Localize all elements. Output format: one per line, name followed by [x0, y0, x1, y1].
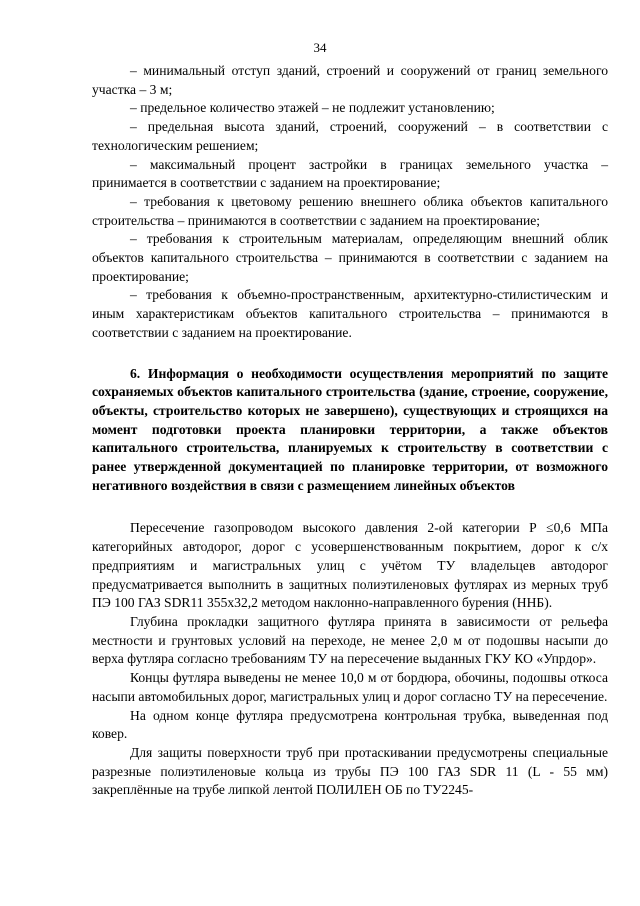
- list-item: – предельное количество этажей – не подлежит установлению;: [130, 100, 495, 116]
- body-paragraph: Для защиты поверхности труб при протаскивании предусмотрены специальные разрезные полиэтиленовые кольца из трубы ПЭ 100 ГАЗ SDR 11 (L - 55 мм) закреплённые на трубе липкой лентой ПОЛИЛЕН ОБ по ТУ2245-: [92, 744, 608, 798]
- section-heading: 6. Информация о необходимости осуществления мероприятий по защите сохраняемых объектов капитального строительства (здание, строение, сооружение, объекты, строительство которых не завершено), существующих и строящихся на момент подготовки проекта планировки территории, а также объектов капитального строительства, планируемых к строительству в соответствии с ранее утвержденной документацией по планировке территории, от возможного негативного воздействия в связи с размещением линейных объектов: [92, 365, 608, 493]
- list-item: – требования к строительным материалам, определяющим внешний облик объектов капитального строительства – принимаются в соответствии с заданием на проектирование;: [92, 231, 608, 284]
- list-item: – требования к объемно-пространственным, архитектурно-стилистическим и иным характеристикам объектов капитального строительства – принимаются в соответствии с заданием на проектирование.: [92, 287, 608, 340]
- list-item: – предельная высота зданий, строений, сооружений – в соответствии с технологическим решением;: [92, 119, 608, 153]
- document-body: [92, 62, 608, 800]
- page-number: 34: [313, 40, 327, 55]
- body-paragraph: Пересечение газопроводом высокого давления 2-ой категории Р ≤0,6 МПа категорийных автодорог, дорог с усовершенствованным покрытием, дорог к с/х предприятиям и магистральных улиц с учётом ТУ владельцев автодорог предусматривается выполнить в защитных полиэтиленовых футлярах из мерных труб ПЭ 100 ГАЗ SDR11 355х32,2 методом наклонно-направленного бурения (ННБ).: [92, 520, 608, 611]
- spacer: [92, 495, 608, 519]
- list-item: – минимальный отступ зданий, строений и сооружений от границ земельного участка – 3 м;: [92, 63, 608, 97]
- spacer: [92, 343, 608, 365]
- body-paragraph: На одном конце футляра предусмотрена контрольная трубка, выведенная под ковер.: [92, 707, 608, 742]
- body-paragraph: Концы футляра выведены не менее 10,0 м от бордюра, обочины, подошвы откоса насыпи автомобильных дорог, магистральных улиц и дорог согласно ТУ на пересечение.: [92, 670, 608, 704]
- list-item: – максимальный процент застройки в границах земельного участка – принимается в соответствии с заданием на проектирование;: [92, 156, 608, 191]
- list-item: – требования к цветовому решению внешнего облика объектов капитального строительства – принимаются в соответствии с заданием на проектирование;: [92, 193, 608, 228]
- body-paragraph: Глубина прокладки защитного футляра принята в зависимости от рельефа местности и грунтовых условий на переходе, не менее 2,0 м от подошвы насыпи до верха футляра согласно требованиям ТУ на пересечение выданных ГКУ КО «Упрдор».: [92, 613, 608, 667]
